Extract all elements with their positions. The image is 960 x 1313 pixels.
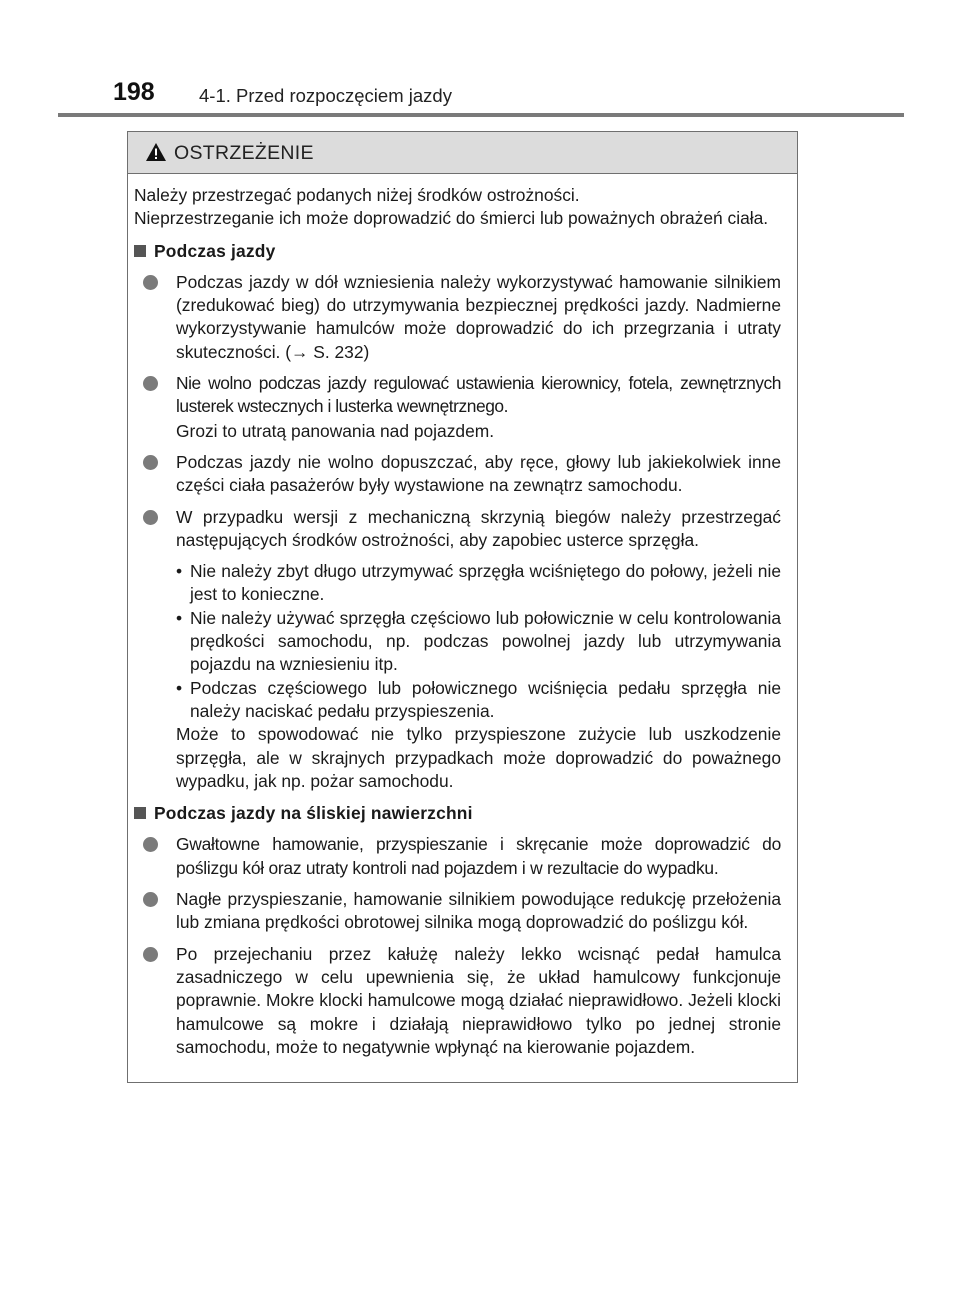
list-item [176,451,781,498]
round-bullet-icon [143,510,158,525]
list-item [176,888,781,935]
warning-intro-line: Nieprzestrzeganie ich może doprowadzić do śmierci lub poważnych obrażeń ciała. [134,208,769,229]
round-bullet-icon [143,892,158,907]
warning-triangle-icon [145,142,167,162]
round-bullet-icon [143,837,158,852]
item-text: Po przejechaniu przez kałużę należy lekko wcisnąć pedał hamulca zasadniczego w celu upewnienia się, że układ hamulcowy funkcjonuje poprawnie. Mokre klocki hamulcowe mogą działać nieprawidłowo. Jeżeli klocki hamulcowe są mokre i działają nieprawidłowo tylko po jednej stronie samochodu, może to negatywnie wpłynąć na kierowanie pojazdem. [176,943,781,1057]
page-header [0,0,960,120]
sub-bullet-text: Podczas częściowego lub połowicznego wciśnięcia pedału sprzęgła nie należy naciskać pedału przyspieszenia. [190,677,781,721]
list-item [176,833,781,880]
section-heading [134,240,781,263]
round-bullet-icon [143,376,158,391]
round-bullet-icon [143,947,158,962]
warning-body [128,174,797,1059]
list-item [176,271,781,364]
item-text: Gwałtowne hamowanie, przyspieszanie i skręcanie może doprowadzić do poślizgu kół oraz utraty kontroli nad pojazdem i w rezultacie do wypadku. [176,834,781,878]
item-tail-text: Może to spowodować nie tylko przyspieszone zużycie lub uszkodzenie sprzęgła, ale w skrajnych przypadkach może doprowadzić do poważnego wypadku, jak np. pożar samochodu. [176,724,781,791]
square-bullet-icon [134,807,146,819]
warning-header [128,132,797,174]
sub-bullet-text: Nie należy używać sprzęgła częściowo lub połowicznie w celu kontrolowania prędkości samochodu, np. podczas powolnej jazdy lub utrzymywania pojazdu na wzniesieniu itp. [190,607,781,675]
item-text: Nie wolno podczas jazdy regulować ustawienia kierownicy, fotela, zewnętrznych lusterek wstecznych i lusterka wewnętrznego. [176,373,781,417]
section-heading-text: Podczas jazdy na śliskiej nawierzchni [154,803,473,824]
warning-title: OSTRZEŻENIE [174,142,314,164]
item-text: W przypadku wersji z mechaniczną skrzynią biegów należy przestrzegać następujących środków ostrożności, aby zapobiec usterce sprzęgła. [176,506,781,550]
section-heading [134,802,781,825]
item-note: Grozi to utratą panowania nad pojazdem. [176,420,495,441]
square-bullet-icon [134,245,146,257]
list-item [176,506,781,794]
warning-intro-line: Należy przestrzegać podanych niżej środków ostrożności. [134,185,580,205]
round-bullet-icon [143,455,158,470]
round-bullet-icon [143,275,158,290]
list-item [176,943,781,1059]
sub-bullet-list [176,560,781,793]
item-text: Nagłe przyspieszanie, hamowanie silnikiem powodujące redukcję przełożenia lub zmiana prędkości obrotowej silnika mogą doprowadzić do poślizgu kół. [176,889,781,933]
section-title: 4-1. Przed rozpoczęciem jazdy [199,85,452,106]
header-divider [58,113,904,117]
sub-bullet-text: Nie należy zbyt długo utrzymywać sprzęgła wciśniętego do połowy, jeżeli nie jest to konieczne. [190,561,781,605]
sub-bullet: • Nie należy zbyt długo utrzymywać sprzęgła wciśniętego do połowy, jeżeli nie jest to konieczne. [176,561,781,605]
sub-bullet: • Podczas częściowego lub połowicznego wciśnięcia pedału sprzęgła nie należy naciskać pedału przyspieszenia. [176,677,781,721]
section-heading-text: Podczas jazdy [154,240,276,261]
item-text: Podczas jazdy w dół wzniesienia należy wykorzystywać hamowanie silnikiem (zredukować bieg) do utrzymywania bezpiecznej prędkości jazdy. Nadmierne wykorzystywanie hamulców może doprowadzić do ich przegrzania i utraty skuteczności. (→ S. 232) [176,271,781,362]
sub-bullet: • Nie należy używać sprzęgła częściowo lub połowicznie w celu kontrolowania prędkości samochodu, np. podczas powolnej jazdy lub utrzymywania pojazdu na wzniesieniu itp. [176,607,781,675]
item-text: Podczas jazdy nie wolno dopuszczać, aby ręce, głowy lub jakiekolwiek inne części ciała pasażerów były wystawione na zewnątrz samochodu. [176,451,781,496]
page-number: 198 [113,78,155,106]
list-item [176,372,781,443]
warning-box [127,131,798,1083]
